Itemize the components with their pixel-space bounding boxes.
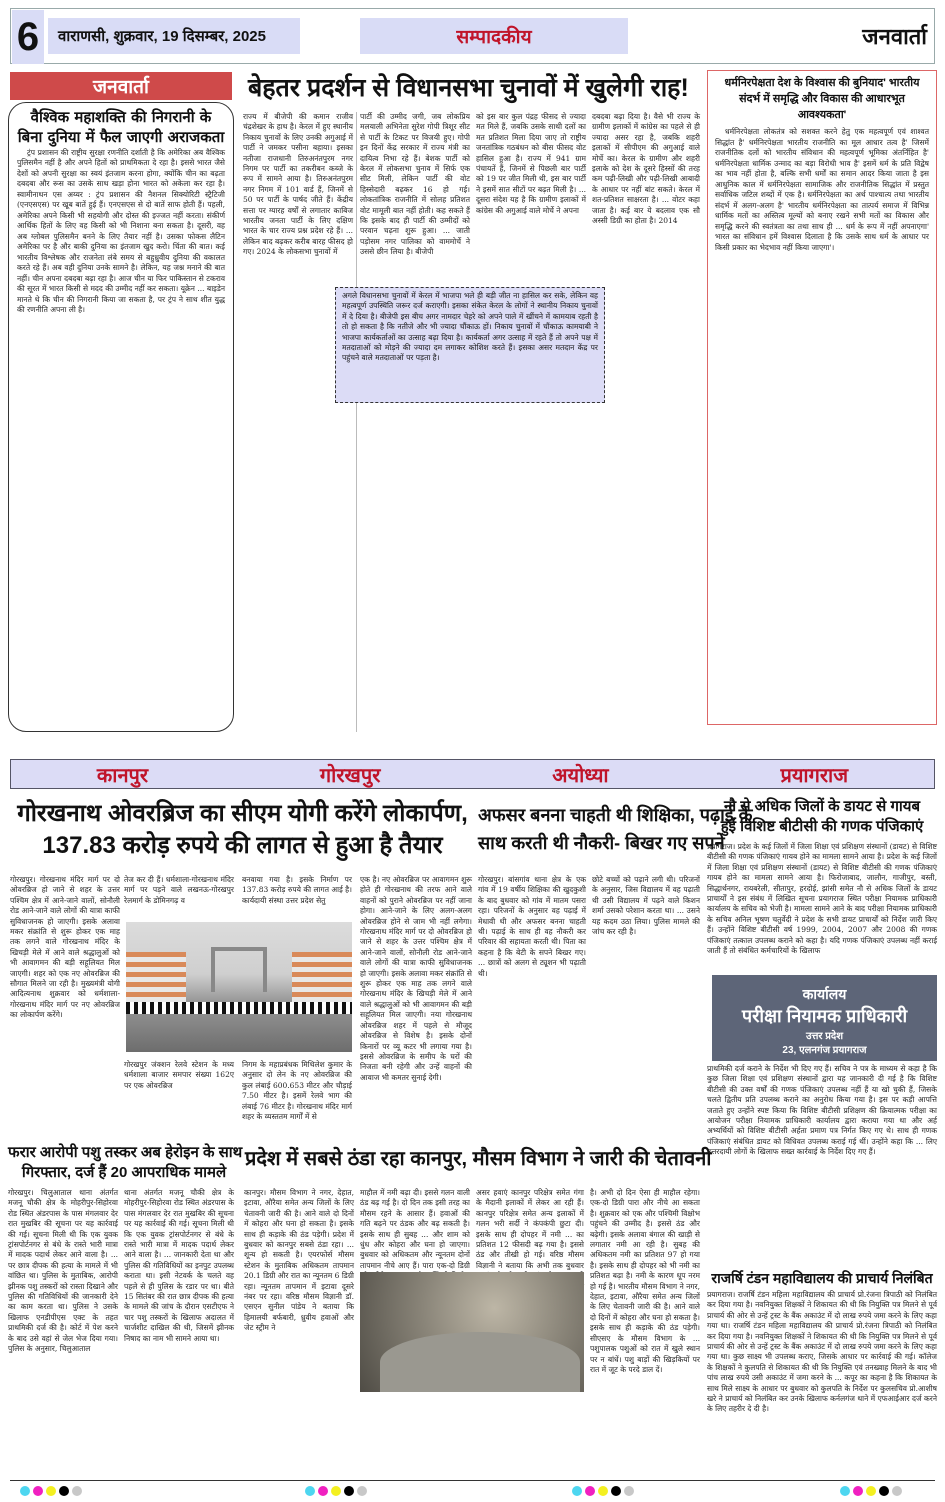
registration-marks-4 — [840, 1486, 902, 1496]
right-editorial-headline: धर्मनिरपेक्षता देश के विश्वास की बुनियाद' भारतीय संदर्भ में समृद्धि और विकास की आधारभूत आवश्यकता' — [724, 77, 920, 121]
black-dot — [344, 1486, 354, 1496]
overbridge-photo — [126, 922, 352, 1052]
editorial-column-2: पार्टी की उम्मीद जगी, जब लोकप्रिय मलयाली अभिनेता सुरेश गोपी त्रिशूर सीट से पार्टी के टिकट पर विजयी हुए। गोपी इन दिनों केंद्र सरकार में राज्य मंत्री का दायित्व निभा रहे हैं। बेशक पार्टी को केरल में लोकसभा चुनाव में सिर्फ एक सीट मिली, लेकिन पार्टी की वोट हिस्सेदारी बढ़कर 16 हो गई। लोकतांत्रिक राजनीति में सोलह प्रतिशत वोट मामूली बात नहीं होती। कह सकते हैं कि इसके बाद ही पार्टी की उम्मीदों को परवान चढ़ना शुरू हुआ। ... जाती पड़ोसम नगर पालिका को वाममोर्चे ने उससे छीन लिया है। बीजेपी — [360, 112, 470, 257]
registration-marks-1 — [20, 1486, 82, 1496]
smuggler-col-1: गोरखपुर। चिलुआताल थाना अंतर्गत मजनू चौकी क्षेत्र के मोहरीपुर-सिहोरवा रोड स्थित अंडरपास के पास मंगलवार देर रात मुखबिर की सूचना पर यह कार्रवाई की गई। सूचना मिली थी कि एक युवक ट्रांसपोर्टनगर से बंधे के रास्ते भारी मात्रा में मादक पदार्थ लेकर आने वाला है। ... पर छात्र दीपक की हत्या के मामले में भी वांछित था। पुलिस के मुताबिक, आरोपी झीनक पशु तस्करों को रास्ता दिखाने और पुलिस की गतिविधियों की जानकारी देने का काम करता था। पुलिस ने उसके खिलाफ एनडीपीएस एक्ट के तहत प्राथमिकी दर्ज की है। कोर्ट में पेश करने के बाद उसे वहां से जेल भेज दिया गया। पुलिस के अनुसार, चिलुआताल — [8, 1188, 118, 1354]
sign-line-2: परीक्षा नियामक प्राधिकारी — [741, 1006, 908, 1026]
bottom-rule — [10, 1480, 935, 1481]
cyan-dot — [572, 1486, 582, 1496]
yellow-dot — [46, 1486, 56, 1496]
city-ayodhya[interactable]: अयोध्या — [552, 764, 609, 787]
grey-dot — [357, 1486, 367, 1496]
smuggler-col-2: थाना अंतर्गत मजनू चौकी क्षेत्र के मोहरीपुर-सिहोरवा रोड स्थित अंडरपास के पास मंगलवार देर रात मुखबिर की सूचना पर यह कार्रवाई की गई। सूचना मिली थी कि एक युवक ट्रांसपोर्टनगर से बंधे के रास्ते भारी मात्रा में मादक पदार्थ लेकर आने वाला है। ... जानकारी देता था और पुलिस की गतिविधियों का इनपुट उपलब्ध कराता था। इसी नेटवर्क के चलते वह पहले से ही पुलिस के रडार पर था। बीते 15 सितंबर की रात छात्र दीपक की हत्या के मामले की जांच के दौरान एसटीएफ ने चार पशु तस्करों के खिलाफ अदालत में चार्जशीट दाखिल की थी, जिसमें झीनक निषाद का नाम भी सामने आया था। — [124, 1188, 234, 1343]
article-headline: वैश्विक महाशक्ति की निगरानी के बिना दुनिया में फैल जाएगी अराजकता — [17, 108, 225, 147]
cyan-dot — [305, 1486, 315, 1496]
city-prayagraj[interactable]: प्रयागराज — [780, 764, 849, 787]
city-kanpur[interactable]: कानपुर — [96, 764, 149, 787]
tandon-body: प्रयागराज। राजर्षि टंडन महिला महाविद्यालय की प्राचार्य प्रो.रंजना त्रिपाठी को निलंबित कर दिया गया है। नवनियुक्त शिक्षकों ने शिकायत की थी कि नियुक्ति पत्र मिलने से पूर्व प्राचार्य की ओर से उन्हें ट्रस्ट के बैंक अकाउंट में दो लाख रुपये जमा करने के लिए कहा गया था। राजर्षि टंडन महिला महाविद्यालय की प्राचार्य प्रो.रंजना त्रिपाठी को निलंबित कर दिया गया है। नवनियुक्त शिक्षकों ने शिकायत की थी कि नियुक्ति पत्र मिलने से पूर्व प्राचार्य की ओर से उन्हें ट्रस्ट के बैंक अकाउंट में दो लाख रुपये जमा करने के लिए कहा गया था। कुछ साक्ष्य भी उपलब्ध कराए, जिसके आधार पर कार्रवाई की गई। कॉलेज के शिक्षकों ने कुलपति से शिकायत की थी कि नियुक्ति एवं तनख्वाह मिलने के बाद भी पांच लाख रुपये उसी अकाउंट में जमा करने के ... कपूर का कहना है कि शिकायत के साथ मिले साक्ष्य के आधार पर बुधवार को कुलपति के निर्देश पर कुलसचिव प्रो.आशीष खरे ने प्राचार्य को निलंबित कर उनके खिलाफ कर्नलगंज थाने में एफआईआर दर्ज करने के लिए तहरीर दे दी है। — [707, 1290, 937, 1414]
gorakhpur-headline-2: 137.83 करोड़ रुपये की लागत से हुआ है तैयार — [42, 832, 443, 859]
ayodhya-col-1: गोरखपुर। बांसगांव थाना क्षेत्र के एक गांव में 19 वर्षीय शिक्षिका की खुदकुशी के बाद बुधवार को गांव में मातम पसरा रहा। परिजनों के अनुसार वह पढ़ाई में मेधावी थी और अफसर बनना चाहती थी। पढ़ाई के साथ ही वह नौकरी कर परिवार की सहायता करती थी। पिता का कहना है कि बेटी के सपने बिखर गए। ... छात्रों को अलग से ट्यूशन भी पढ़ाती थी। — [478, 875, 586, 978]
magenta-dot — [853, 1486, 863, 1496]
sign-line-1: कार्यालय — [802, 986, 847, 1002]
sign-line-3: उत्तर प्रदेश — [805, 1031, 844, 1042]
prayagraj-body-2: प्राथमिकी दर्ज कराने के निर्देश भी दिए गए हैं। सचिव ने पत्र के माध्यम से कहा है कि कुछ जिला शिक्षा एवं प्रशिक्षण संस्थानों द्वारा यह जानकारी दी गई है कि विशिष्ट बीटीसी की उक्त वर्षों की गणक पंजिकाएं उपलब्ध नहीं हैं या खो चुकी हैं, जिसके चलते द्वितीय प्रति उपलब्ध कराने का अनुरोध किया गया है। इस पर कड़ी आपत्ति जताते हुए उन्होंने स्पष्ट किया कि विशिष्ट बीटीसी प्रशिक्षण की क्रियात्मक परीक्षा का आयोजन परीक्षा नियामक प्राधिकारी कार्यालय द्वारा कराया गया था और अर्ह अभ्यर्थियों को विशिष्ट बीटीसी अर्हता प्रमाण पत्र निर्गत किए गए थे। साथ ही गणक पंजिकाएं संबंधित डायट को विधिवत उपलब्ध कराई गई थीं। उन्होंने कहा कि ... लिए उत्तरदायी लोगों के खिलाफ सख्त कार्रवाई के निर्देश दिए गए हैं। — [707, 1064, 937, 1157]
editorial-pullquote: अगले विधानसभा चुनावों में केरल में भाजपा भले ही बड़ी जीत ना हासिल कर सके, लेकिन वह महत्वपूर्ण उपस्थिति जरूर दर्ज कराएगी। इसका संकेत केरल के लोगों ने स्थानीय निकाय चुनावों में दे दिया है। बीजेपी इस बीच अगर नामदार चेहरे को अपने पाले में खींचने में कामयाब रहती है तो हो सकता है कि नतीजे और भी ज्यादा चौंकाऊ हों। निकाय चुनावों में चौंकाऊ कामयाबी ने भाजपा कार्यकर्ताओं का उत्साह बढ़ा दिया है। कार्यकर्ता अगर उत्साह में रहते हैं तो अपने पक्ष में मतदाताओं को मोड़ने की ज्यादा दम लगाकर कोशिश करते हैं। इसका असर मतदान केंद्र पर पहुंचने वाले मतदाताओं पर पड़ता है। — [335, 287, 605, 403]
registration-marks-2 — [305, 1486, 367, 1496]
office-signboard-photo — [712, 975, 937, 1061]
yellow-dot — [598, 1486, 608, 1496]
gorakhpur-col-4: एक है। नए ओवरब्रिज पर आवागमन शुरू होते ही गोरखनाथ की तरफ आने वाले वाहनों को पुराने ओवरब्रिज पर नहीं जाना होगा। आने-जाने के लिए अलग-अलग ओवरब्रिज होने से जाम भी नहीं लगेगा। गोरखनाथ मंदिर मार्ग पर दो ओवरब्रिज हो जाने से शहर के उत्तर पश्चिम क्षेत्र में आने-जाने वालों, सोनौली रोड आने-जाने वाले लोगों की यात्रा काफी सुविधाजनक हो जाएगी। इसके अलावा मकर संक्रांति से शुरू होकर एक माह तक लगने वाले गोरखनाथ मंदिर के खिचड़ी मेले में आने वाले श्रद्धालुओं को भी आवागमन की बड़ी सहूलियत मिल जाएगी। नया गोरखनाथ ओवरब्रिज शहर में पहले से मौजूद ओवरब्रिज से विशेष है। इसके दोनों किनारों पर व्यू कटर भी लगाया गया है। इससे ओवरब्रिज के समीप के घरों की निजता बनी रहेगी और उन्हें वाहनों की आवाज भी कमतर सुनाई देगी। — [360, 875, 472, 1082]
sign-line-4: 23, एलनगंज प्रयागराज — [782, 1045, 867, 1056]
editorial-column-4: दबदबा बढ़ा दिया है। वैसे भी राज्य के ग्रामीण इलाकों में कांग्रेस का पहले से ही ज्यादा असर रहा है, जबकि शहरी इलाकों में सीपीएम की अगुआई वाले मोर्चे का। केरल के ग्रामीण और शहरी इलाके को देश के दूसरे हिस्सों की तरह कम पढ़ी-लिखी और पढ़ी-लिखी आबादी के आधार पर नहीं बांट सकते। केरल में शत-प्रतिशत साक्षरता है। ... वोटर कहा जाता है। कई बार ये बदलाव एक सौ अस्सी डिग्री का होता है। 2014 — [592, 112, 700, 226]
ayodhya-col-2: छोटे बच्चों को पढ़ाने लगी थी। परिजनों के अनुसार, जिस विद्यालय में वह पढ़ाती थी उसी विद्यालय में पढ़ने वाले किशन शर्मा उसको परेशान करता था। ... उसने यह कदम उठा लिया। पुलिस मामले की जांच कर रही है। — [592, 875, 700, 937]
magenta-dot — [318, 1486, 328, 1496]
foggy-road-photo — [360, 1272, 584, 1392]
gorakhpur-col-3b: निगम के महाप्रबंधक मिथिलेश कुमार के अनुसार दो लेन के नए ओवरब्रिज की कुल लंबाई 600.653 मीटर और चौड़ाई 7.50 मीटर है। इसमें रेलवे भाग की लंबाई 76 मीटर है। गोरखनाथ मंदिर मार्ग शहर के व्यस्ततम मार्गों में से — [242, 1060, 352, 1122]
gorakhpur-col-1: गोरखपुर। गोरखनाथ मंदिर मार्ग पर दो ओवरब्रिज हो जाने से शहर के उत्तर पश्चिम क्षेत्र में आने-जाने वालों, सोनौली रोड आने-जाने वाले लोगों की यात्रा काफी सुविधाजनक हो जाएगी। इसके अलावा मकर संक्रांति से शुरू होकर एक माह तक लगने वाले गोरखनाथ मंदिर के खिचड़ी मेले में आने वाले श्रद्धालुओं को भी आवागमन की बड़ी सहूलियत मिल जाएगी। शहर को एक नए ओवरब्रिज की सौगात मिलने जा रही है। मुख्यमंत्री योगी आदित्यनाथ शुक्रवार को धर्मशाला-गोरखनाथ मंदिर मार्ग पर नए ओवरब्रिज का लोकार्पण करेंगे। — [10, 875, 120, 1020]
city-bar — [10, 759, 935, 789]
yellow-dot — [866, 1486, 876, 1496]
yellow-dot — [331, 1486, 341, 1496]
editorial-column-3: को इस बार कुल पंद्रह फीसद से ज्यादा मत मिले हैं, जबकि उसके साथी दलों का मत प्रतिशत मिला दिया जाए तो राष्ट्रीय जनतांत्रिक गठबंधन को बीस फीसद वोट हासिल हुआ है। राज्य में 941 ग्राम पंचायतें हैं, जिनमें से पिछली बार पार्टी को 19 पर जीत मिली थी, इस बार पार्टी ने इसमें सात सीटों पर बढ़त मिली है। ... दूसरा संदेश यह है कि ग्रामीण इलाकों में कांग्रेस की अगुआई वाले मोर्चे ने अपना — [476, 112, 586, 215]
kanpur-col-3: असर हवाएं कानपुर परिक्षेत्र समेत गंगा के मैदानी इलाकों में लेकर आ रही हैं। कानपुर परिक्षेत्र समेत अन्य इलाकों में गलन भरी सर्दी ने कंपकंपी छुटा दी। इसके साथ ही दोपहर में नमी ... का प्रतिशत 12 फीसदी बढ़ गया है। इससे ठंड और तीखी हो गई। वरिष्ठ मौसम विज्ञानी ने बताया कि अभी तक बुधवार — [476, 1188, 584, 1270]
right-editorial-body: धर्मनिरपेक्षता लोकतंत्र को सशक्त करने हेतु एक महत्वपूर्ण एवं शाश्वत सिद्धांत है' धर्मनिरपेक्षता भारतीय राजनीति का मूल आधार तत्व है' जिसमें राजनीतिक दलों को भारतीय संविधान की महत्वपूर्ण भूमिका अंतर्निहित है' धर्मनिरपेक्षता धार्मिक उन्माद का बड़ा विरोधी भाव है' इसमें धर्म के प्रति विद्वेष का भाव नहीं होता है, बल्कि सभी धर्मों का समान आदर किया जाता है इस आधुनिक काल में धर्मनिरपेक्षता सामाजिक और राजनीतिक सिद्धांत में प्रस्तुत सर्वाधिक जटिल शब्दों में एक है। धर्मनिरपेक्षता का अर्थ पाश्चात्य तथा भारतीय संदर्भ में अलग-अलग है' भारतीय धर्मनिरपेक्षता का तात्पर्य समाज में विभिन्न धार्मिक मतों का अस्तित्व मूल्यों को बनाए रखने सभी मतों का विकास और समृद्धि करने की स्वतंत्रता का तथा साथ ही ... धर्म के रूप में नहीं अपनाएगा' भारत का संविधान हमें विश्वास दिलाता है कि उसके साथ धर्म के आधार पर किसी प्रकार का भेदभाव नहीं किया जाएगा'। — [715, 127, 929, 252]
black-dot — [879, 1486, 889, 1496]
column-divider — [356, 112, 357, 732]
right-editorial-box — [707, 70, 937, 725]
magenta-dot — [33, 1486, 43, 1496]
editorial-column-1: राज्य में बीजेपी की कमान राजीव चंद्रशेखर के हाथ है। केरल में हुए स्थानीय निकाय चुनावों के लिए उनकी अगुआई में पार्टी ने जमकर पसीना बहाया। इसका नतीजा राजधानी तिरुअनंतपुरम नगर निगम पर पार्टी का तकरीबन कब्जे के रूप में सामने आया है। तिरुअनंतपुरम नगर निगम में 101 वार्ड हैं, जिनमें से 50 पर पार्टी के पार्षद जीते हैं। केंद्रीय सत्ता पर ग्यारह वर्षों से लगातार काबिज भारतीय जनता पार्टी के लिए दक्षिण भारत के चार राज्य प्रश्न प्रदेश रहे हैं। ... लेकिन बाद बढ़कर करीब बारह फीसद हो गए। 2024 के लोकसभा चुनावों में — [243, 112, 353, 257]
ayodhya-headline-1: अफसर बनना चाहती थी शिक्षिका, पढ़ाई के — [478, 805, 753, 825]
kanpur-col-4: है। अभी दो दिन ऐसा ही माहौल रहेगा। एक-दो डिग्री पारा और नीचे आ सकता है। शुक्रवार को एक और पश्चिमी विक्षोभ पहुंचने की उम्मीद है। इससे ठंड और बढ़ेगी। इसके अलावा बंगाल की खाड़ी से लगातार नमी आ रही है। सुबह की अधिकतम नमी का प्रतिशत 97 हो गया है। इसके साथ ही दोपहर को भी नमी का प्रतिशत बढ़ा है। नमी के कारण धूप नरम हो गई है। भारतीय मौसम विभाग ने नगर, देहात, इटावा, औरैया समेत अन्य जिलों के लिए चेतावनी जारी की है। आने वाले दो दिनों में कोहरा और घना हो सकता है। इसके साथ ही कड़ाके की ठंड पड़ेगी। सीएसए के मौसम विभाग के ... पशुपालक पशुओं को रात में खुले स्थान पर न बांधें। पशु बाड़ों की खिड़कियों पर रात में जूट के परदे डाल दें। — [590, 1188, 700, 1374]
tandon-headline: राजर्षि टंडन महाविद्यालय की प्राचार्य निलंबित — [711, 1270, 933, 1286]
prayagraj-body-1: प्रयागराज। प्रदेश के कई जिलों में जिला शिक्षा एवं प्रशिक्षण संस्थानों (डायट) से विशिष्ट बीटीसी की गणक पंजिकाएं गायब होने का मामला सामने आया है। प्रदेश के कई जिलों में जिला शिक्षा एवं प्रशिक्षण संस्थानों (डायट) से विशिष्ट बीटीसी की गणक पंजिकाएं गायब होने का मामला सामने आया है। फिरोजाबाद, जालौन, गाजीपुर, बस्ती, सिद्धार्थनगर, रायबरेली, सीतापुर, हरदोई, झांसी समेत नौ से अधिक जिलों के डायट प्राचार्यों ने इस संबंध में लिखित सूचना प्रयागराज स्थित परीक्षा नियामक प्राधिकारी कार्यालय के सचिव को भेजी है। मामला सामने आने के बाद परीक्षा नियामक प्राधिकारी के सचिव अनिल भूषण चतुर्वेदी ने प्रदेश के सभी डायट प्राचार्यों को निर्देश जारी किए हैं। उन्होंने विशिष्ट बीटीसी वर्ष 1999, 2004, 2007 और 2008 की गणक पंजिकाएं तत्काल उपलब्ध कराने को कहा है। यदि गणक पंजिकाएं उपलब्ध नहीं कराई जाती हैं तो संबंधित कर्मचारियों के खिलाफ — [707, 842, 937, 956]
grey-dot — [892, 1486, 902, 1496]
gorakhpur-col-2: तेज कर दी हैं। धर्मशाला-गोरखनाथ मंदिर मार्ग पर पड़ने वाले लखनऊ-गोरखपुर रेलमार्ग के डोमिनगढ़ व — [124, 875, 234, 905]
cyan-dot — [840, 1486, 850, 1496]
column-label: जनवार्ता — [10, 72, 232, 100]
article-body: ट्रंप प्रशासन की राष्ट्रीय सुरक्षा रणनीति दर्शाती है कि अमेरिका अब वैश्विक पुलिसमैन नहीं है और अपने हितों को प्राथमिकता दे रहा है। इससे भारत जैसे देशों को अपनी सुरक्षा का स्वयं इंतजाम करना होगा, क्योंकि चीन का बढ़ता दबदबा और रूस का उसके साथ खड़ा होना भारत को अकेला कर रहा है। स्वामीनाथन एस अय्यर : ट्रंप प्रशासन की नैशनल सिक्योरिटी स्ट्रैटिजी (एनएसएस) पर खूब बातें हुई हैं। एनएसएस से दो बातें साफ होती हैं। पहली, अमेरिका अपने किसी भी सहयोगी और दोस्त की इज्जत नहीं करता। संकीर्ण आर्थिक हितों के लिए वह किसी को भी निशाना बना सकता है। दूसरी, वह अब ग्लोबल पुलिसमैन बनने के लिए तैयार नहीं है। उसका फोकस लैटिन अमेरिका पर है और बाकी दुनिया का इंतजाम खुद करो। चिंता की बात। कई भारतीय विश्लेषक और राजनेता लंबे समय से बहुध्रुवीय दुनिया की वकालत करते रहे हैं। अब वही दुनिया उनके सामने है। लेकिन, यह जश्न मनाने की बात नहीं। चीन अपना दबदबा बढ़ा रहा है। आज चीन या फिर पाकिस्तान से टकराव की सूरत में भारत किसी से मदद की उम्मीद नहीं कर सकता। यूक्रेन ... बाइडेन मानते थे कि चीन की निगरानी किया जा सकता है, पर ट्रंप ने साथ शीत युद्ध की रणनीति अपना ली है। — [17, 147, 225, 314]
editorial-column-2-continued — [360, 410, 588, 732]
grey-dot — [72, 1486, 82, 1496]
smuggler-headline-2: गिरफ्तार, दर्ज हैं 20 आपराधिक मामले — [21, 1164, 227, 1181]
gorakhpur-col-2b: गोरखपुर जंक्शन रेलवे स्टेशन के मध्य धर्मशाला बाजार समपार संख्या 162ए पर एक ओवरब्रिज — [124, 1060, 234, 1090]
kanpur-col-2: माहौल में नमी बढ़ा दी। इससे गलन वाली ठंड बढ़ गई है। दो दिन तक इसी तरह का मौसम रहने के आसार हैं। हवाओं की गति बढ़ने पर ठंडक और बढ़ सकती है। इसके साथ ही सुबह ... और शाम को धुंध और कोहरा और घना हो जाएगा। बुधवार को अधिकतम और न्यूनतम दोनों तापमान नीचे आए हैं। पारा एक-दो डिग्री — [360, 1188, 470, 1270]
smuggler-headline-1: फरार आरोपी पशु तस्कर अब हेरोइन के साथ — [8, 1144, 243, 1161]
ayodhya-headline-2: साथ करती थी नौकरी- बिखर गए सपने — [478, 833, 725, 853]
grey-dot — [624, 1486, 634, 1496]
prayagraj-headline-1: नौ से अधिक जिलों के डायट से गायब — [723, 798, 921, 815]
registration-marks-3 — [572, 1486, 634, 1496]
gorakhpur-headline-1: गोरखनाथ ओवरब्रिज का सीएम योगी करेंगे लोकार्पण, — [17, 800, 468, 827]
section-title: सम्पादकीय — [360, 18, 628, 54]
left-column-article — [8, 102, 234, 732]
prayagraj-headline-2: हुईं विशिष्ट बीटीसी की गणक पंजिकाएं — [720, 818, 924, 835]
cyan-dot — [20, 1486, 30, 1496]
black-dot — [59, 1486, 69, 1496]
kanpur-col-1: कानपुर। मौसम विभाग ने नगर, देहात, इटावा, औरैया समेत अन्य जिलों के लिए चेतावनी जारी की है। आने वाले दो दिनों में कोहरा और घना हो सकता है। इसके साथ ही कड़ाके की ठंड पड़ेगी। प्रदेश में बुधवार को कानपुर सबसे ठंडा रहा। ... शून्य हो सकती है। एयरफोर्स मौसम स्टेशन के मुताबिक अधिकतम तापमान 20.1 डिग्री और रात का न्यूनतम 6 डिग्री रहा। न्यूनतम तापमान में इटावा दूसरे नंबर पर रहा। वरिष्ठ मौसम विज्ञानी डॉ. एसएन सुनील पांडेय ने बताया कि हिमालयी बर्फबारी, ध्रुवीय हवाओं और जेट स्ट्रीम ने — [244, 1188, 354, 1333]
magenta-dot — [585, 1486, 595, 1496]
kanpur-headline: प्रदेश में सबसे ठंडा रहा कानपुर, मौसम विभाग ने जारी की चेतावनी — [245, 1148, 712, 1170]
city-gorakhpur[interactable]: गोरखपुर — [319, 764, 381, 787]
black-dot — [611, 1486, 621, 1496]
dateline: वाराणसी, शुक्रवार, 19 दिसम्बर, 2025 — [48, 18, 300, 54]
editorial-headline: बेहतर प्रदर्शन से विधानसभा चुनावों में खुलेगी राह! — [248, 74, 689, 102]
page-number: 6 — [12, 10, 44, 64]
brand-name: जनवार्ता — [862, 24, 927, 49]
gorakhpur-col-3: बनवाया गया है। इसके निर्माण पर 137.83 करोड़ रुपये की लागत आई है। कार्यदायी संस्था उत्तर प्रदेश सेतु — [242, 875, 352, 905]
